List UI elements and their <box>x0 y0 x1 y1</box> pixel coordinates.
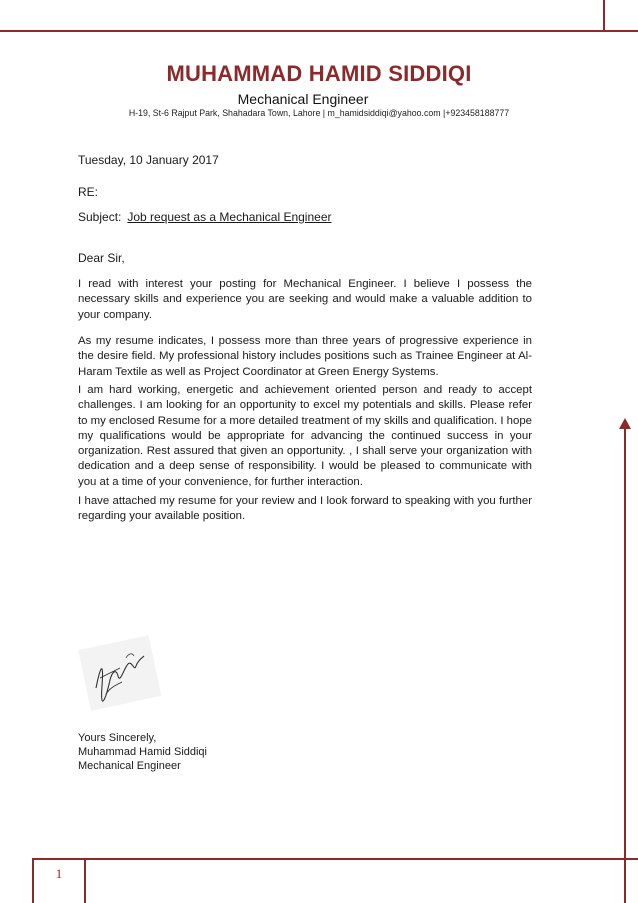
letter-date: Tuesday, 10 January 2017 <box>78 153 219 167</box>
subject-text: Job request as a Mechanical Engineer <box>127 210 332 224</box>
page-number-box-right <box>84 858 86 903</box>
subject-line <box>78 210 331 224</box>
applicant-title: Mechanical Engineer <box>237 91 369 107</box>
bottom-border-rule <box>84 858 638 860</box>
salutation: Dear Sir, <box>78 251 125 265</box>
body-paragraph-1: I read with interest your posting for Mechanical Engineer. I believe I possess the necessary skills and experience you are seeking and would make a valuable addition to your company. <box>78 278 532 321</box>
applicant-name: MUHAMMAD HAMID SIDDIQI <box>166 61 472 86</box>
body-paragraph-4: I have attached my resume for your review and I look forward to speaking with you further regarding your available position. <box>78 495 532 523</box>
body-paragraph-2: As my resume indicates, I possess more than three years of progressive experience in the desire field. My professional history includes positions such as Trainee Engineer at Al-Haram Textile as well as Project Coordinator at Green Energy Systems. <box>78 335 532 378</box>
re-line: RE: <box>78 185 99 199</box>
valediction: Yours Sincerely, <box>78 732 157 744</box>
right-top-border-rule <box>603 0 605 32</box>
subject-label: Subject: <box>78 210 122 224</box>
page-number: 1 <box>55 866 63 881</box>
signer-name: Muhammad Hamid Siddiqi <box>78 746 207 759</box>
body-paragraph-3: I am hard working, energetic and achievement oriented person and ready to accept challenges. I am looking for an opportunity to excel my potentials and skills. Please refer to my enclosed Resume for a more detailed treatment of my skills and qualification. I hope my qualifications would be appropriate for advancing the continued success in your organization. Rest assured that given an opportunity. , I shall serve your organization with dedication and a deep sense of responsibility. I would be pleased to communicate with you at a time of your convenience, for further interaction. <box>78 384 532 488</box>
arrow-up-icon <box>619 418 631 429</box>
signer-title: Mechanical Engineer <box>78 760 181 773</box>
contact-line: H-19, St-6 Rajput Park, Shahadara Town, Lahore | m_hamidsiddiqi@yahoo.com |+923458188777 <box>128 108 510 118</box>
closing-block <box>78 731 207 774</box>
signature-image <box>76 628 164 720</box>
right-border-rule <box>624 428 626 903</box>
page-number-box-top <box>32 858 86 860</box>
top-border-rule <box>0 30 638 32</box>
